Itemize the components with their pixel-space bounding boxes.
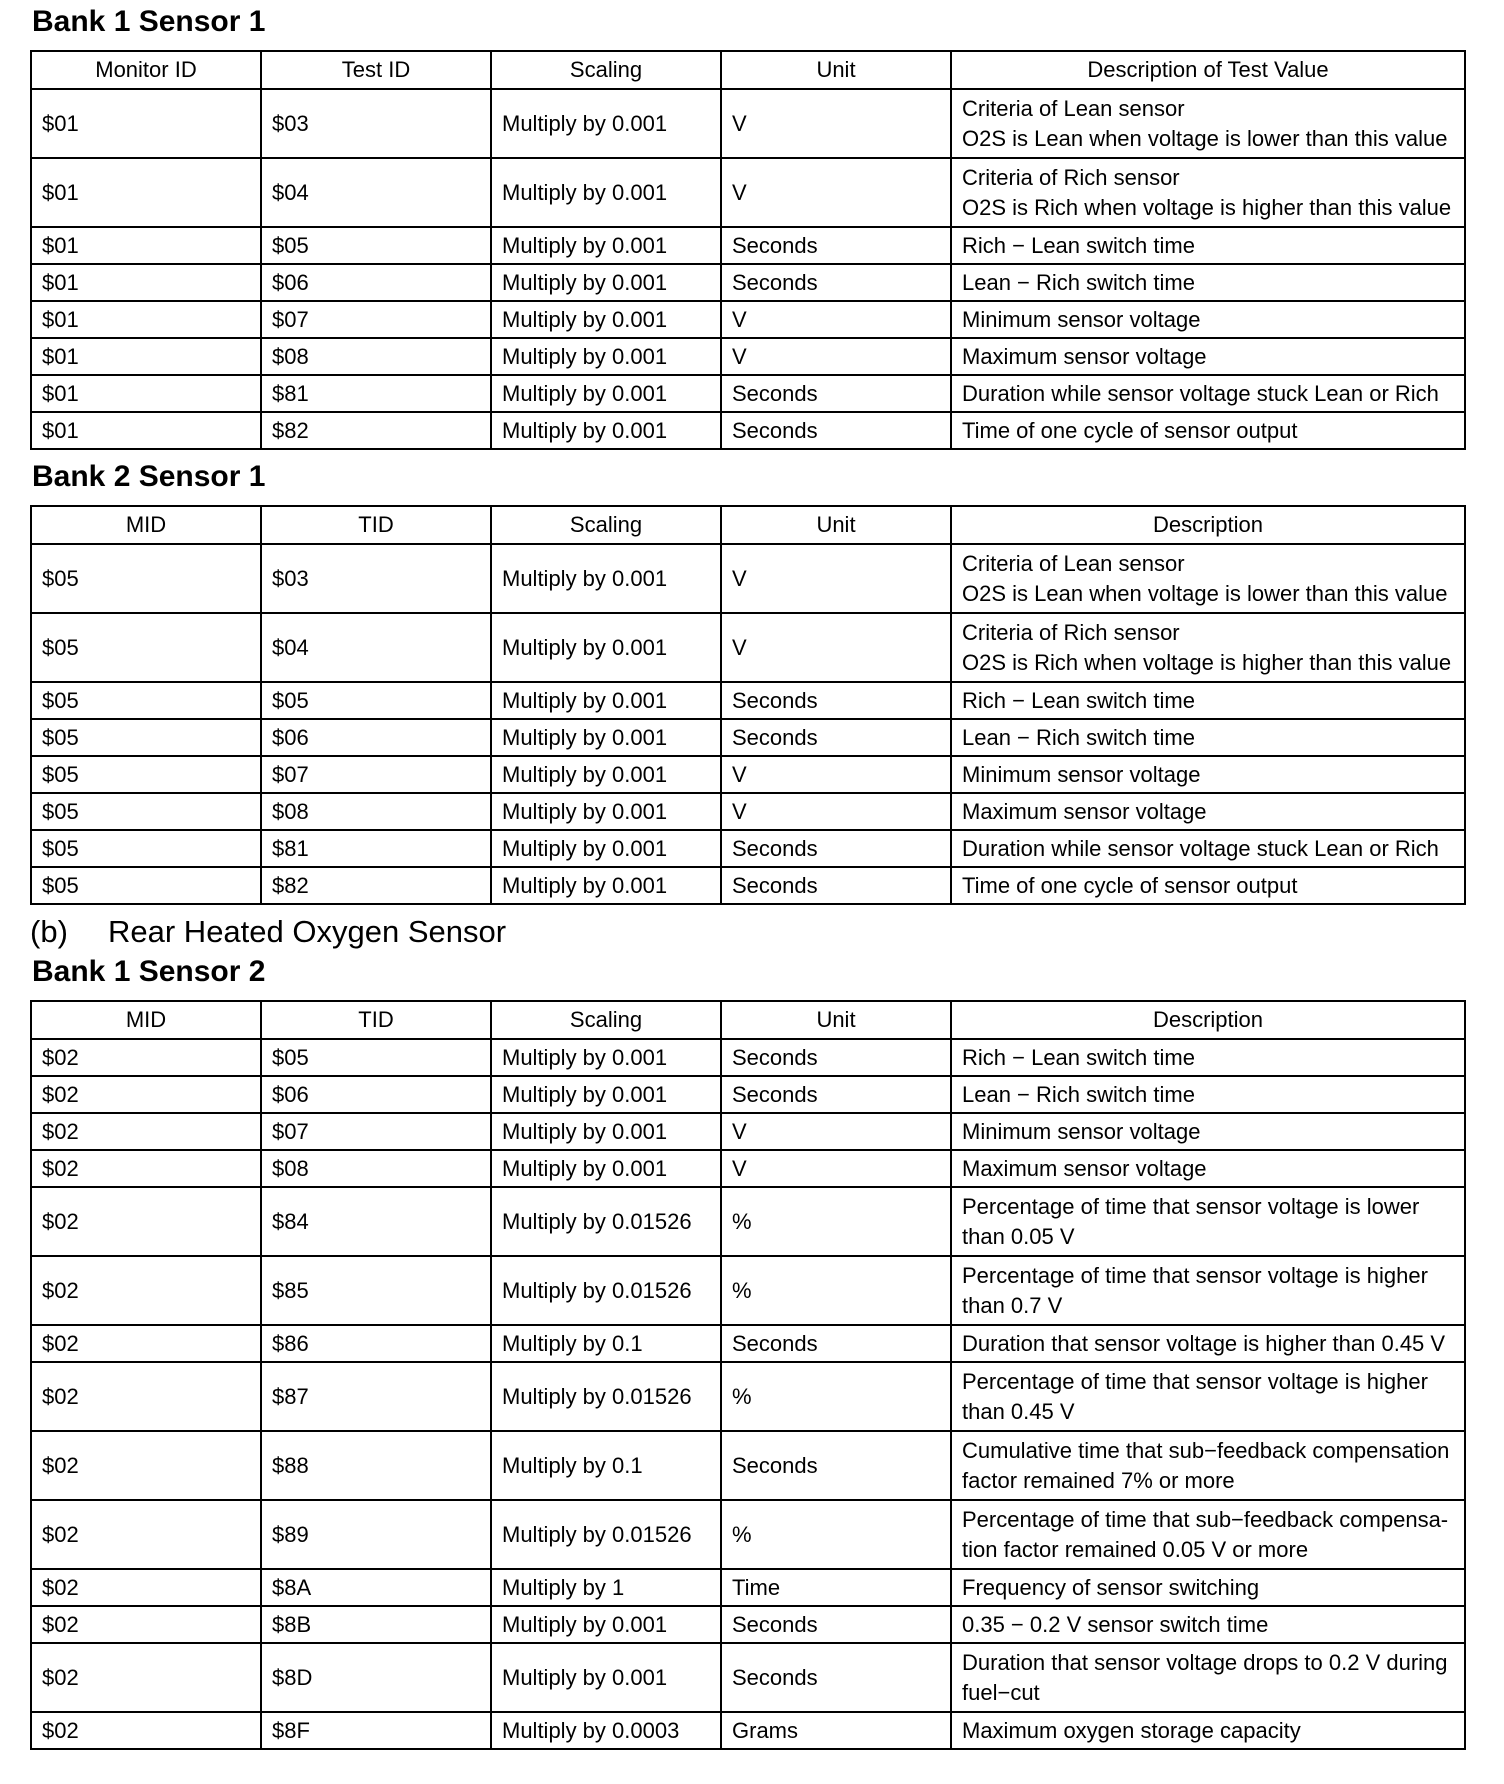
unit-cell: Seconds <box>721 375 951 412</box>
scaling-cell: Multiply by 0.001 <box>491 412 721 449</box>
description-cell <box>951 1643 1465 1712</box>
description-line: Rich − Lean switch time <box>962 687 1195 713</box>
scaling-cell: Multiply by 0.001 <box>491 1039 721 1076</box>
mid-cell: $05 <box>31 544 261 613</box>
scaling-cell: Multiply by 0.001 <box>491 264 721 301</box>
table-row <box>31 1187 1465 1256</box>
scaling-cell: Multiply by 0.01526 <box>491 1500 721 1569</box>
description-line: Maximum sensor voltage <box>962 343 1207 369</box>
description-line: Maximum sensor voltage <box>962 1155 1207 1181</box>
table-row <box>31 1362 1465 1431</box>
mid-cell: $01 <box>31 412 261 449</box>
mid-cell: $01 <box>31 89 261 158</box>
table-row <box>31 301 1465 338</box>
unit-cell: V <box>721 1113 951 1150</box>
description-line: fuel−cut <box>962 1679 1040 1705</box>
unit-cell: V <box>721 756 951 793</box>
description-line: factor remained 7% or more <box>962 1467 1235 1493</box>
description-cell <box>951 89 1465 158</box>
description-line: Maximum oxygen storage capacity <box>962 1717 1301 1743</box>
unit-cell: Seconds <box>721 1076 951 1113</box>
table-row <box>31 1569 1465 1606</box>
tid-cell: $07 <box>261 756 491 793</box>
description-line: O2S is Rich when voltage is higher than this value <box>962 194 1452 220</box>
unit-cell: V <box>721 89 951 158</box>
description-cell <box>951 544 1465 613</box>
tid-cell: $89 <box>261 1500 491 1569</box>
mid-cell: $02 <box>31 1113 261 1150</box>
table-header-row <box>31 51 1465 89</box>
mid-cell: $02 <box>31 1362 261 1431</box>
scaling-cell: Multiply by 0.001 <box>491 719 721 756</box>
description-line: Time of one cycle of sensor output <box>962 417 1298 443</box>
mid-cell: $02 <box>31 1187 261 1256</box>
monitor-table-bank1-sensor2 <box>30 1000 1466 1750</box>
mid-cell: $02 <box>31 1076 261 1113</box>
unit-cell: V <box>721 1150 951 1187</box>
description-cell <box>951 227 1465 264</box>
scaling-cell: Multiply by 0.01526 <box>491 1187 721 1256</box>
description-line: Cumulative time that sub−feedback compensation <box>962 1437 1450 1463</box>
section-heading: Bank 2 Sensor 1 <box>32 460 266 493</box>
description-cell <box>951 1256 1465 1325</box>
description-cell <box>951 613 1465 682</box>
table-row <box>31 867 1465 904</box>
description-line: Rich − Lean switch time <box>962 1044 1195 1070</box>
scaling-cell: Multiply by 0.001 <box>491 375 721 412</box>
description-cell <box>951 338 1465 375</box>
table-row <box>31 756 1465 793</box>
mid-column-header: MID <box>31 1001 261 1039</box>
tid-cell: $87 <box>261 1362 491 1431</box>
unit-cell: Time <box>721 1569 951 1606</box>
unit-cell: Seconds <box>721 412 951 449</box>
description-cell <box>951 1113 1465 1150</box>
description-cell <box>951 756 1465 793</box>
description-line: Criteria of Rich sensor <box>962 164 1180 190</box>
description-line: Rich − Lean switch time <box>962 232 1195 258</box>
table-row <box>31 1076 1465 1113</box>
unit-column-header: Unit <box>721 506 951 544</box>
table-row <box>31 89 1465 158</box>
table-row <box>31 1606 1465 1643</box>
description-line: Percentage of time that sub−feedback compensa- <box>962 1506 1449 1532</box>
tid-cell: $05 <box>261 227 491 264</box>
description-line: Lean − Rich switch time <box>962 1081 1195 1107</box>
subsection-heading <box>30 916 506 947</box>
description-cell <box>951 719 1465 756</box>
description-line: O2S is Rich when voltage is higher than this value <box>962 649 1452 675</box>
mid-column-header: MID <box>31 506 261 544</box>
scaling-cell: Multiply by 0.001 <box>491 1113 721 1150</box>
scaling-cell: Multiply by 0.0003 <box>491 1712 721 1749</box>
mid-cell: $02 <box>31 1569 261 1606</box>
description-line: Criteria of Lean sensor <box>962 550 1185 576</box>
description-cell <box>951 1569 1465 1606</box>
mid-cell: $05 <box>31 867 261 904</box>
mid-cell: $02 <box>31 1712 261 1749</box>
unit-cell: % <box>721 1256 951 1325</box>
tid-cell: $8D <box>261 1643 491 1712</box>
mid-cell: $02 <box>31 1500 261 1569</box>
mid-cell: $01 <box>31 158 261 227</box>
tid-cell: $8A <box>261 1569 491 1606</box>
table-row <box>31 682 1465 719</box>
table-row <box>31 1039 1465 1076</box>
mid-cell: $05 <box>31 719 261 756</box>
scaling-cell: Multiply by 0.1 <box>491 1325 721 1362</box>
tid-column-header: Test ID <box>261 51 491 89</box>
table-row <box>31 375 1465 412</box>
mid-column-header: Monitor ID <box>31 51 261 89</box>
mid-cell: $02 <box>31 1431 261 1500</box>
tid-cell: $06 <box>261 264 491 301</box>
description-line: Minimum sensor voltage <box>962 306 1201 332</box>
tid-cell: $08 <box>261 793 491 830</box>
description-cell <box>951 1150 1465 1187</box>
unit-cell: V <box>721 338 951 375</box>
unit-cell: V <box>721 613 951 682</box>
description-line: Duration that sensor voltage is higher than 0.45 V <box>962 1330 1446 1356</box>
description-cell <box>951 1712 1465 1749</box>
table-header-row <box>31 506 1465 544</box>
description-line: Maximum sensor voltage <box>962 798 1207 824</box>
table-row <box>31 227 1465 264</box>
description-line: Criteria of Rich sensor <box>962 619 1180 645</box>
tid-column-header: TID <box>261 506 491 544</box>
scaling-cell: Multiply by 0.001 <box>491 1643 721 1712</box>
description-line: Minimum sensor voltage <box>962 761 1201 787</box>
table-row <box>31 1643 1465 1712</box>
description-line: Duration while sensor voltage stuck Lean or Rich <box>962 380 1439 406</box>
description-cell <box>951 1325 1465 1362</box>
scaling-cell: Multiply by 0.001 <box>491 1606 721 1643</box>
subsection-tag: (b) <box>30 914 68 949</box>
description-cell <box>951 793 1465 830</box>
scaling-cell: Multiply by 0.001 <box>491 544 721 613</box>
description-column-header: Description of Test Value <box>951 51 1465 89</box>
unit-cell: Grams <box>721 1712 951 1749</box>
description-line: Duration that sensor voltage drops to 0.2 V during <box>962 1649 1448 1675</box>
tid-cell: $86 <box>261 1325 491 1362</box>
tid-cell: $07 <box>261 1113 491 1150</box>
unit-cell: Seconds <box>721 1325 951 1362</box>
table-row <box>31 338 1465 375</box>
mid-cell: $01 <box>31 301 261 338</box>
subsection-title: Rear Heated Oxygen Sensor <box>108 914 507 949</box>
table-row <box>31 264 1465 301</box>
description-column-header: Description <box>951 506 1465 544</box>
description-line: Percentage of time that sensor voltage is higher <box>962 1368 1428 1394</box>
unit-cell: V <box>721 301 951 338</box>
tid-cell: $06 <box>261 719 491 756</box>
description-cell <box>951 264 1465 301</box>
scaling-cell: Multiply by 0.01526 <box>491 1256 721 1325</box>
table-row <box>31 1712 1465 1749</box>
tid-column-header: TID <box>261 1001 491 1039</box>
table-row <box>31 1256 1465 1325</box>
description-line: Criteria of Lean sensor <box>962 95 1185 121</box>
description-cell <box>951 158 1465 227</box>
tid-cell: $81 <box>261 830 491 867</box>
scaling-cell: Multiply by 0.001 <box>491 227 721 264</box>
description-cell <box>951 375 1465 412</box>
mid-cell: $05 <box>31 830 261 867</box>
unit-column-header: Unit <box>721 51 951 89</box>
unit-cell: V <box>721 793 951 830</box>
description-cell <box>951 867 1465 904</box>
mid-cell: $05 <box>31 682 261 719</box>
scaling-cell: Multiply by 1 <box>491 1569 721 1606</box>
tid-cell: $08 <box>261 338 491 375</box>
mid-cell: $02 <box>31 1643 261 1712</box>
description-line: 0.35 − 0.2 V sensor switch time <box>962 1611 1269 1637</box>
description-cell <box>951 301 1465 338</box>
description-line: Percentage of time that sensor voltage is higher <box>962 1262 1428 1288</box>
description-cell <box>951 1362 1465 1431</box>
mid-cell: $02 <box>31 1606 261 1643</box>
scaling-cell: Multiply by 0.001 <box>491 830 721 867</box>
table-row <box>31 830 1465 867</box>
description-cell <box>951 1187 1465 1256</box>
mid-cell: $01 <box>31 375 261 412</box>
table-row <box>31 719 1465 756</box>
description-cell <box>951 682 1465 719</box>
description-cell <box>951 830 1465 867</box>
tid-cell: $04 <box>261 158 491 227</box>
tid-cell: $03 <box>261 544 491 613</box>
scaling-cell: Multiply by 0.001 <box>491 301 721 338</box>
description-line: O2S is Lean when voltage is lower than this value <box>962 580 1448 606</box>
description-line: tion factor remained 0.05 V or more <box>962 1536 1309 1562</box>
scaling-column-header: Scaling <box>491 1001 721 1039</box>
description-line: Frequency of sensor switching <box>962 1574 1260 1600</box>
unit-cell: V <box>721 158 951 227</box>
mid-cell: $01 <box>31 227 261 264</box>
description-cell <box>951 1076 1465 1113</box>
description-line: Minimum sensor voltage <box>962 1118 1201 1144</box>
section-heading: Bank 1 Sensor 1 <box>32 5 266 38</box>
mid-cell: $05 <box>31 613 261 682</box>
description-line: Percentage of time that sensor voltage is lower <box>962 1193 1420 1219</box>
description-line: than 0.45 V <box>962 1398 1075 1424</box>
table-row <box>31 1500 1465 1569</box>
unit-cell: Seconds <box>721 227 951 264</box>
mid-cell: $05 <box>31 793 261 830</box>
description-line: Time of one cycle of sensor output <box>962 872 1298 898</box>
table-row <box>31 1431 1465 1500</box>
mid-cell: $02 <box>31 1150 261 1187</box>
scaling-cell: Multiply by 0.001 <box>491 158 721 227</box>
scaling-cell: Multiply by 0.001 <box>491 1076 721 1113</box>
table-row <box>31 1113 1465 1150</box>
description-line: than 0.7 V <box>962 1292 1063 1318</box>
scaling-cell: Multiply by 0.001 <box>491 338 721 375</box>
table-row <box>31 1150 1465 1187</box>
unit-cell: Seconds <box>721 1606 951 1643</box>
scaling-cell: Multiply by 0.01526 <box>491 1362 721 1431</box>
unit-column-header: Unit <box>721 1001 951 1039</box>
scaling-cell: Multiply by 0.001 <box>491 756 721 793</box>
section-heading: Bank 1 Sensor 2 <box>32 955 266 988</box>
unit-cell: Seconds <box>721 1431 951 1500</box>
monitor-table-bank1-sensor1 <box>30 50 1466 450</box>
tid-cell: $88 <box>261 1431 491 1500</box>
scaling-cell: Multiply by 0.1 <box>491 1431 721 1500</box>
unit-cell: V <box>721 544 951 613</box>
description-column-header: Description <box>951 1001 1465 1039</box>
scaling-cell: Multiply by 0.001 <box>491 613 721 682</box>
mid-cell: $01 <box>31 264 261 301</box>
description-line: than 0.05 V <box>962 1223 1075 1249</box>
unit-cell: Seconds <box>721 1643 951 1712</box>
monitor-table-bank2-sensor1 <box>30 505 1466 905</box>
tid-cell: $84 <box>261 1187 491 1256</box>
table-row <box>31 1325 1465 1362</box>
table-row <box>31 544 1465 613</box>
mid-cell: $05 <box>31 756 261 793</box>
table-row <box>31 158 1465 227</box>
tid-cell: $03 <box>261 89 491 158</box>
tid-cell: $85 <box>261 1256 491 1325</box>
unit-cell: Seconds <box>721 867 951 904</box>
description-line: Lean − Rich switch time <box>962 269 1195 295</box>
scaling-cell: Multiply by 0.001 <box>491 1150 721 1187</box>
tid-cell: $04 <box>261 613 491 682</box>
description-cell <box>951 412 1465 449</box>
tid-cell: $08 <box>261 1150 491 1187</box>
tid-cell: $8F <box>261 1712 491 1749</box>
table-row <box>31 613 1465 682</box>
unit-cell: Seconds <box>721 719 951 756</box>
mid-cell: $02 <box>31 1039 261 1076</box>
unit-cell: % <box>721 1187 951 1256</box>
table-row <box>31 412 1465 449</box>
scaling-column-header: Scaling <box>491 51 721 89</box>
unit-cell: % <box>721 1362 951 1431</box>
description-cell <box>951 1431 1465 1500</box>
tid-cell: $05 <box>261 682 491 719</box>
scaling-column-header: Scaling <box>491 506 721 544</box>
scaling-cell: Multiply by 0.001 <box>491 682 721 719</box>
mid-cell: $02 <box>31 1325 261 1362</box>
scaling-cell: Multiply by 0.001 <box>491 793 721 830</box>
scaling-cell: Multiply by 0.001 <box>491 89 721 158</box>
tid-cell: $81 <box>261 375 491 412</box>
tid-cell: $8B <box>261 1606 491 1643</box>
unit-cell: Seconds <box>721 830 951 867</box>
table-header-row <box>31 1001 1465 1039</box>
tid-cell: $07 <box>261 301 491 338</box>
description-cell <box>951 1606 1465 1643</box>
unit-cell: % <box>721 1500 951 1569</box>
description-cell <box>951 1500 1465 1569</box>
description-line: O2S is Lean when voltage is lower than this value <box>962 125 1448 151</box>
unit-cell: Seconds <box>721 682 951 719</box>
tid-cell: $06 <box>261 1076 491 1113</box>
tid-cell: $05 <box>261 1039 491 1076</box>
unit-cell: Seconds <box>721 1039 951 1076</box>
table-row <box>31 793 1465 830</box>
mid-cell: $01 <box>31 338 261 375</box>
description-line: Lean − Rich switch time <box>962 724 1195 750</box>
unit-cell: Seconds <box>721 264 951 301</box>
description-line: Duration while sensor voltage stuck Lean or Rich <box>962 835 1439 861</box>
tid-cell: $82 <box>261 867 491 904</box>
mid-cell: $02 <box>31 1256 261 1325</box>
scaling-cell: Multiply by 0.001 <box>491 867 721 904</box>
description-cell <box>951 1039 1465 1076</box>
tid-cell: $82 <box>261 412 491 449</box>
